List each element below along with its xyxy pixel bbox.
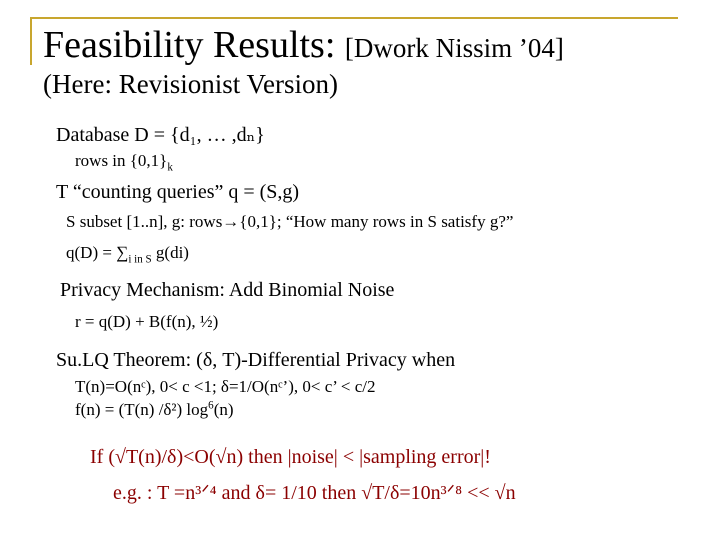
title-citation: [Dwork Nissim ’04] xyxy=(344,33,564,63)
qd-line xyxy=(66,243,189,266)
fn-text: f(n) = (T(n) /δ²) log xyxy=(75,400,209,419)
rows-text: rows in {0,1} xyxy=(75,151,168,170)
theorem-line: Su.LQ Theorem: (δ, T)-Differential Privacy when xyxy=(56,349,456,371)
tn-line: T(n)=O(nᶜ), 0< c <1; δ=1/O(nᶜ’), 0< c’ < c/2 xyxy=(75,377,376,396)
title-frame-top xyxy=(30,17,678,19)
qd-subscript: i in S xyxy=(128,253,152,266)
database-line: Database D = {d₁, … ,dₙ} xyxy=(56,124,265,146)
slide-subtitle: (Here: Revisionist Version) xyxy=(43,69,338,99)
title-frame-left xyxy=(30,17,32,65)
rows-line xyxy=(75,151,173,174)
queries-line: T “counting queries” q = (S,g) xyxy=(56,181,300,203)
example-line: e.g. : T =n³ᐟ⁴ and δ= 1/10 then √T/δ=10n³ᐟ⁸ << √n xyxy=(113,482,516,504)
conclusion-line: If (√T(n)/δ)<O(√n) then |noise| < |sampling error|! xyxy=(90,446,491,468)
fn-exponent: 6 xyxy=(208,399,214,412)
qd-text-end: g(di) xyxy=(151,243,189,262)
rows-exponent: k xyxy=(167,161,173,174)
title-main: Feasibility Results: xyxy=(43,24,345,66)
slide-title xyxy=(43,22,564,71)
mechanism-line: Privacy Mechanism: Add Binomial Noise xyxy=(60,279,395,301)
noise-line: r = q(D) + B(f(n), ½) xyxy=(75,312,219,331)
qd-text: q(D) = ∑ xyxy=(66,243,129,262)
fn-line xyxy=(75,400,234,420)
fn-text-end: (n) xyxy=(213,400,234,419)
subset-line: S subset [1..n], g: rows→{0,1}; “How many rows in S satisfy g?” xyxy=(66,212,514,231)
